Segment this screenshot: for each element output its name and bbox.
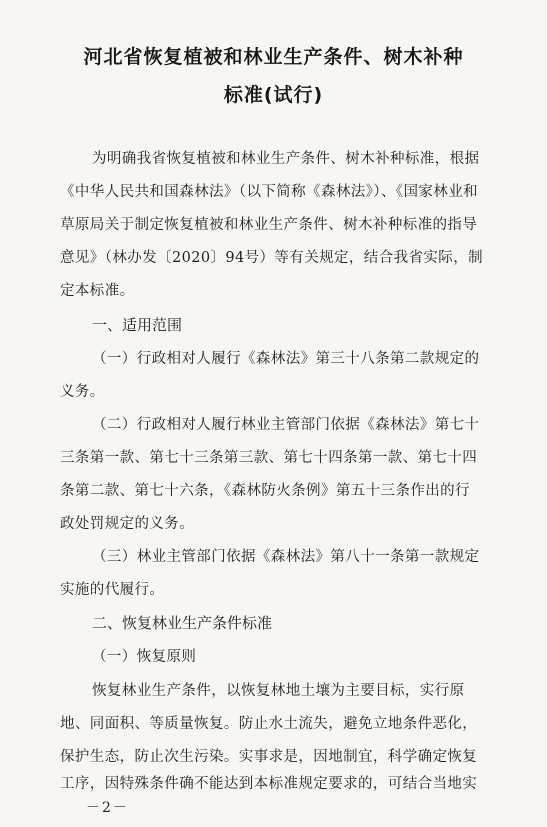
document-title-line-1: 河北省恢复植被和林业生产条件、树木补种 — [83, 46, 464, 68]
section-1-item-3-line-1: （三）林业主管部门依据《森林法》第八十一条第一款规定 — [92, 549, 480, 565]
intro-line-1: 为明确我省恢复植被和林业生产条件、树木补种标准，根据 — [92, 151, 480, 167]
intro-line-4: 意见》（林办发〔2020〕94号）等有关规定，结合我省实际，制 — [60, 250, 483, 266]
intro-line-5: 定本标准。 — [60, 283, 135, 299]
section-2-body-line-4: 工序，因特殊条件确不能达到本标准规定要求的，可结合当地实 — [60, 776, 478, 792]
section-2-body-line-2: 地、同面积、等质量恢复。防止水土流失，避免立地条件恶化， — [60, 716, 478, 732]
section-1-item-2-line-4: 政处罚规定的义务。 — [60, 516, 195, 532]
page-number: －2－ — [86, 800, 129, 816]
section-1-item-2-line-3: 条第二款、第七十六条，《森林防火条例》第五十三条作出的行 — [60, 483, 470, 499]
section-2-body-line-1: 恢复林业生产条件，以恢复林地土壤为主要目标，实行原 — [92, 683, 465, 699]
section-2-body-line-3: 保护生态，防止次生污染。实事求是，因地制宜，科学确定恢复 — [60, 749, 478, 765]
section-1-item-1-line-2: 义务。 — [60, 384, 105, 400]
section-1-item-2-line-1: （二）行政相对人履行林业主管部门依据《森林法》第七十 — [92, 417, 480, 433]
section-1-item-3-line-2: 实施的代履行。 — [60, 582, 165, 598]
document-title-line-2: 标准(试行) — [223, 84, 324, 106]
section-2-heading: 二、恢复林业生产条件标准 — [92, 614, 273, 632]
section-1-heading: 一、适用范围 — [92, 316, 183, 334]
section-1-item-2-line-2: 三条第一款、第七十三条第三款、第七十四条第一款、第七十四 — [60, 450, 478, 466]
section-1-item-1-line-1: （一）行政相对人履行《森林法》第三十八条第二款规定的 — [92, 351, 480, 367]
section-2-subheading-1: （一）恢复原则 — [92, 649, 197, 665]
intro-line-2: 《中华人民共和国森林法》（以下简称《森林法》）、《国家林业和 — [60, 184, 478, 200]
intro-line-3: 草原局关于制定恢复植被和林业生产条件、树木补种标准的指导 — [60, 217, 478, 233]
